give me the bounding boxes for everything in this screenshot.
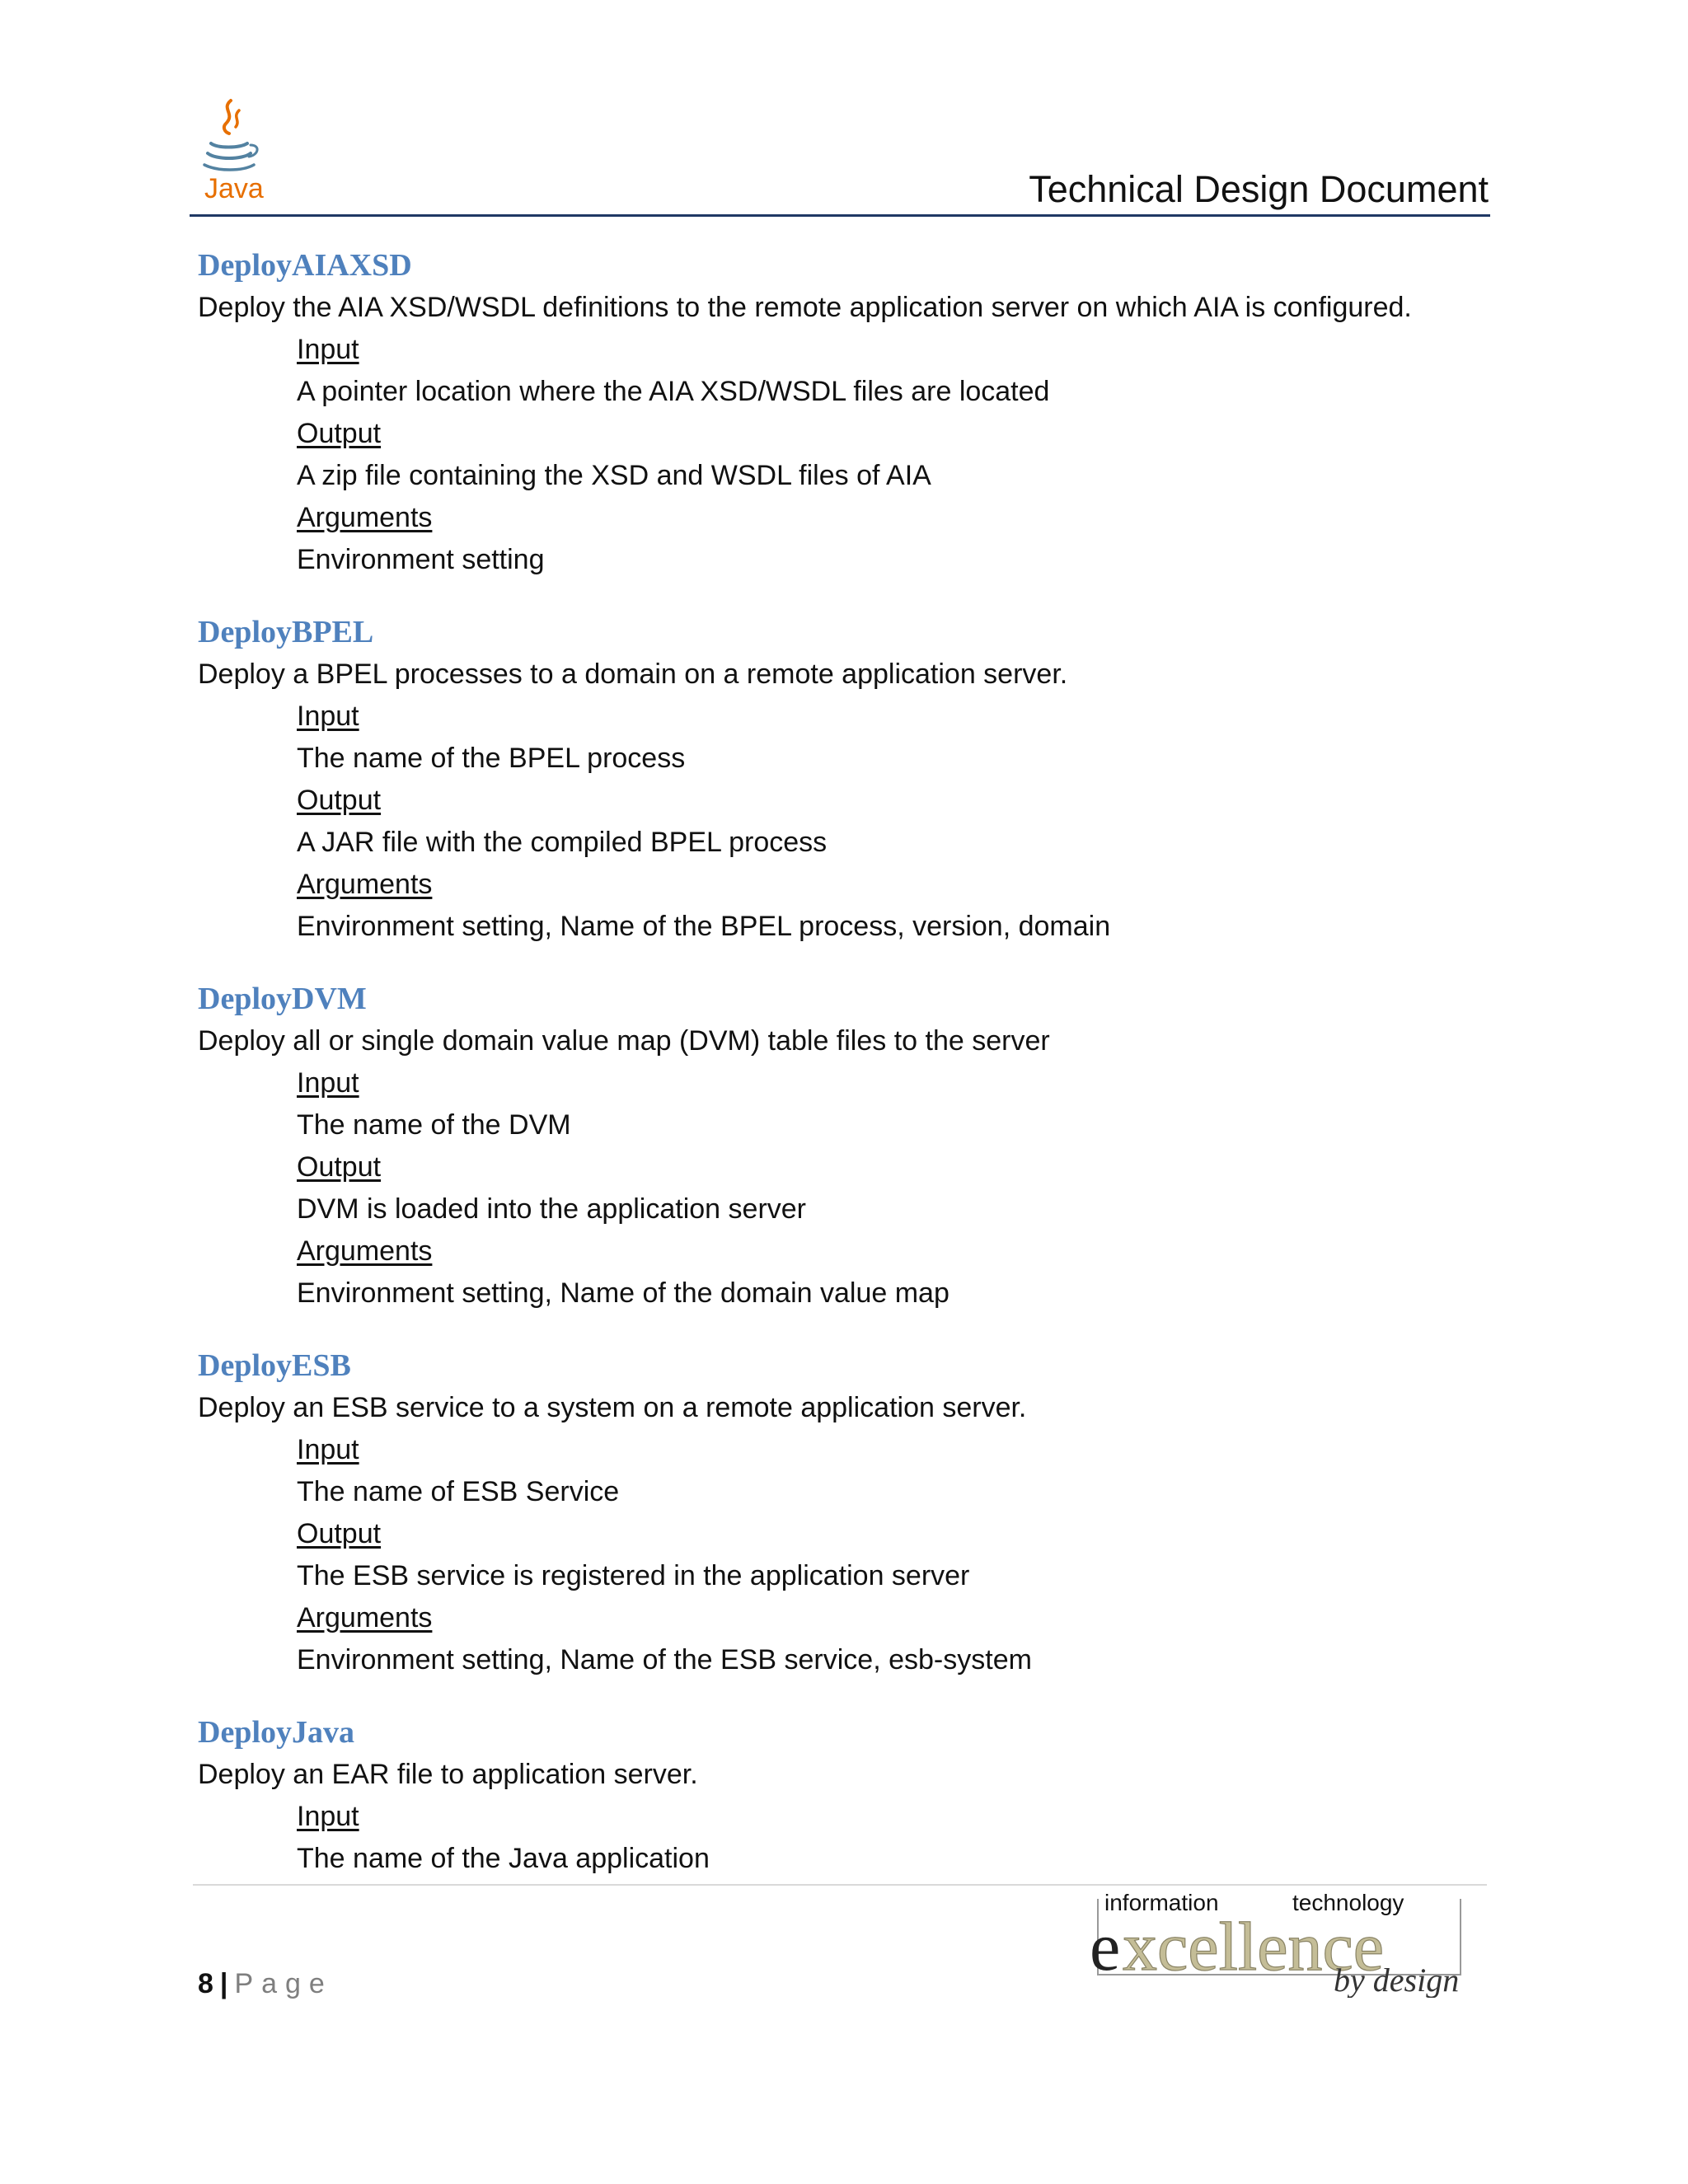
section-heading: DeployDVM [198, 982, 367, 1016]
logo-tagline-text: by design [1334, 1961, 1460, 1998]
java-logo [193, 96, 264, 203]
input-label: Input [297, 701, 359, 732]
output-value: A zip file containing the XSD and WSDL files of AIA [297, 460, 931, 491]
page-number-value: 8 [198, 1968, 213, 1999]
section-description: Deploy a BPEL processes to a domain on a remote application server. [198, 658, 1068, 690]
logo-excellence-text: xcellence [1123, 1909, 1385, 1985]
it-excellence-logo [1086, 1882, 1482, 1998]
section-heading: DeployJava [198, 1715, 354, 1750]
section-description: Deploy all or single domain value map (DVM) table files to the server [198, 1025, 1050, 1057]
section-deploy-aiaxsd [198, 244, 1484, 581]
arguments-label: Arguments [297, 1602, 433, 1633]
page-number-separator: | [219, 1968, 228, 1999]
section-details [297, 1062, 1484, 1315]
arguments-label: Arguments [297, 1235, 433, 1267]
input-value: The name of ESB Service [297, 1476, 620, 1507]
java-cup-icon [204, 101, 257, 170]
logo-e-text: e [1090, 1909, 1121, 1985]
page-label: Page [234, 1968, 333, 1999]
java-logo-text: Java [204, 173, 264, 203]
section-description: Deploy an EAR file to application server. [198, 1759, 698, 1790]
section-description: Deploy the AIA XSD/WSDL definitions to the remote application server on which AIA is configured. [198, 292, 1412, 323]
section-deploy-dvm [198, 977, 1484, 1315]
section-description: Deploy an ESB service to a system on a remote application server. [198, 1392, 1027, 1423]
header-divider [190, 214, 1490, 217]
output-value: The ESB service is registered in the application server [297, 1560, 970, 1591]
logo-information-text: information [1104, 1890, 1219, 1915]
arguments-label: Arguments [297, 869, 433, 900]
input-value: The name of the BPEL process [297, 743, 686, 774]
arguments-value: Environment setting, Name of the BPEL process, version, domain [297, 911, 1111, 942]
output-value: A JAR file with the compiled BPEL process [297, 827, 828, 858]
input-value: The name of the Java application [297, 1843, 710, 1874]
output-label: Output [297, 785, 382, 816]
output-value: DVM is loaded into the application server [297, 1193, 806, 1225]
input-value: A pointer location where the AIA XSD/WSDL files are located [297, 376, 1050, 407]
output-label: Output [297, 1518, 382, 1549]
section-heading: DeployBPEL [198, 615, 374, 649]
section-deploy-bpel [198, 611, 1484, 948]
section-details [297, 329, 1484, 581]
page-number [198, 1965, 333, 2003]
content-area [198, 244, 1484, 1880]
section-details [297, 1796, 1484, 1880]
arguments-value: Environment setting, Name of the domain value map [297, 1277, 950, 1309]
input-label: Input [297, 1434, 359, 1465]
section-deploy-esb [198, 1344, 1484, 1681]
input-label: Input [297, 334, 359, 365]
input-value: The name of the DVM [297, 1109, 571, 1141]
section-details [297, 696, 1484, 948]
arguments-value: Environment setting [297, 544, 545, 575]
output-label: Output [297, 418, 382, 449]
arguments-label: Arguments [297, 502, 433, 533]
document-title: Technical Design Document [1029, 168, 1489, 210]
section-details [297, 1429, 1484, 1681]
logo-technology-text: technology [1292, 1890, 1404, 1915]
input-label: Input [297, 1067, 359, 1099]
arguments-value: Environment setting, Name of the ESB service, esb-system [297, 1644, 1032, 1675]
section-heading: DeployESB [198, 1348, 351, 1383]
input-label: Input [297, 1801, 359, 1832]
section-deploy-java [198, 1711, 1484, 1880]
output-label: Output [297, 1151, 382, 1183]
section-heading: DeployAIAXSD [198, 248, 412, 283]
